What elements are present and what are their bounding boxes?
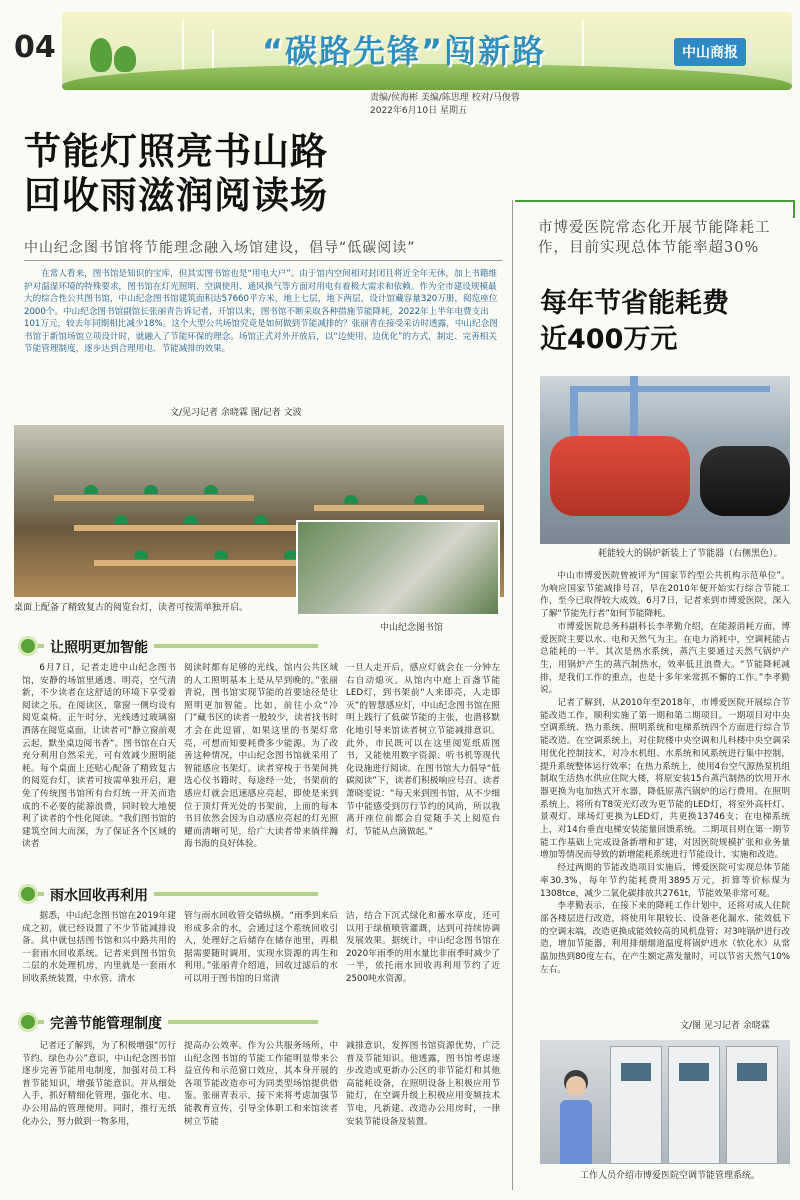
- column-divider: [512, 200, 513, 1190]
- boiler-photo: [540, 376, 790, 544]
- photo-caption: 桌面上配备了精致复古的阅览台灯，读者可按需单独开启。: [14, 603, 249, 613]
- divider: [24, 260, 502, 261]
- section-management-body: 记者还了解到，为了积极增强“厉行节约、绿色办公”意识，中山纪念图书馆逐步完善节能用电制度，加强对员工科普节能知识，增强节能意识。并从细处入手，抓好精细化管理，强化水、电、办公用品的管理使用。同时，推行无纸化办公，努力做到一物多用， 提高办公效率。作为公共服务场所，中山纪念图书馆的节能工作能明显带来公益宣传和示范窗口效应，其本身开展的各项节能改造亦可为同类型场馆提供借鉴。张丽青表示，接下来将考虑加强节能教育宣传，引导全体职工和来馆读者树立节能 减排意识，发挥图书馆资源优势，广泛普及节能知识。他透露，图书馆考虑逐步改造或更新办公区的非节能灯和其他高能耗设备，在照明设备上积极应用节能灯，在空调升级上积极应用变频技术节电，凡新建、改造办公用房时，一律安装节能设备及装置。: [22, 1041, 500, 1127]
- byline: 文/见习记者 余晓霖 图/记者 文波: [170, 408, 302, 418]
- newspaper-logo: 中山商报: [674, 38, 746, 66]
- boiler-caption: 耗能较大的锅炉新装上了节能器（右侧黑色）。: [598, 549, 783, 559]
- energy-saver-icon: [700, 446, 790, 516]
- desk-lamp-icon: [414, 495, 428, 504]
- lead-paragraph: 在常人看来，图书馆是知识的宝库，但其实图书馆也是“用电大户”。由于馆内空间相对封闭且将近全年无休，加上书籍维护对温湿环境的特殊要求，图书馆在灯光照明、空调使用、通风换气等方面对用电有着极大需求和依赖。作为全市建设规模最大的综合性公共图书馆，中山纪念图书馆建筑面积达57660平方米，地上七层，地下两层，设计馆藏容量320万册，阅览座位2000个。中山纪念图书馆副馆长张丽青告诉记者，开馆以来，图书馆不断采取各种措施节能降耗，2022年上半年电费支出101万元，较去年同期相比减少18%。这个大型公共场馆究竟是如何做到节能减排的？张丽青在接受采访时透露，中山纪念图书馆于新馆场馆立项设计时，就融入了节能环保的理念。场馆正式对外开放后，以“边使用、边优化”的方式，制定、完善相关节能管理制度，逐步达到合理用电、节能减排的效果。: [24, 269, 498, 354]
- main-subtitle: 中山纪念图书馆将节能理念融入场馆建设，倡导“低碳阅读”: [24, 240, 416, 256]
- desk-lamp-icon: [114, 515, 128, 524]
- desk-lamp-icon: [184, 515, 198, 524]
- main-headline: 节能灯照亮书山路 回收雨滋润阅读场: [24, 130, 328, 217]
- wind-turbine-icon: [582, 20, 584, 72]
- column-banner: [62, 12, 792, 90]
- aerial-caption: 中山纪念图书馆: [380, 623, 444, 633]
- page-number: 04: [14, 30, 56, 65]
- aerial-library-photo: [296, 520, 500, 616]
- sidebar-body: 中山市博爱医院曾被评为“国家节约型公共机构示范单位”。为响应国家节能减排号召，早在2010年便开始实行综合节能工作，至今已取得较大成效。6月7日，记者来到市博爱医院，深入了解“节能先行者”如何节能降耗。 市博爱医院总务科副科长李孝勤介绍，在能源消耗方面，博爱医院主要以水、电和天然气为主。在电力消耗中，空调耗能占总能耗的一半。其次是热水系统，蒸汽主要通过天然气锅炉产生，用锅炉产生的蒸汽制热水，效率低且浪费大。“节能降耗减排，是我们工作的重点，也是十多年来常抓不懈的工作。”李孝勤说。 记者了解到，从2010年至2018年，市博爱医院开展综合节能改造工作，顺利实施了第一期和第二期项目。一期项目对中央空调系统、热力系统、照明系统和电梯系统四个方面进行综合节能改造。在空调系统上，对住院楼中央空调和儿科楼中央空调采用优化控制技术，对冷水机组、水系统和风系统进行集中控制，提升系统整体运行效率；在热力系统上，使用4台空气源热泵机组制取生活热水供应住院大楼，将原安装15台蒸汽制热的饮用开水器更换为电加热式开水器，降低原蒸汽锅炉的运行费用。在照明系统上，将所有T8荧光灯改为更节能的LED灯，将室外高杆灯、景观灯、球场灯更换为LED灯，共更换13746支；在电梯系统上，对14台垂直电梯安装能量回馈系统。二期项目则在第一期节能工作基础上完成设备新增和扩建，对因医院规模扩张和业务量增加等情况而导致的新增能耗系统进行节能设计、实施和改造。 经过两期的节能改造项目实施后，博爱医院可实现总体节能率30.3%，每年节约能耗费用3895万元，折算等价标煤为1308tce，减少二氧化碳排放共2761t，节能效果非常可观。 李孝勤表示，在接下来的降耗工作计划中，还将对成人住院部各楼层进行改造，将使用年限较长、设备老化漏水、能效低下的空调末端，改造更换成能效较高的风机盘管；对3吨锅炉进行改造，增加节能器，利用排烟烟道温度将锅炉进水（软化水）从常温加热到80度左右，在产生额定蒸发量时，可以节省天然气10%左右。: [540, 571, 790, 975]
- desk-lamp-icon: [144, 485, 158, 494]
- tree-icon: [90, 38, 112, 72]
- section-rainwater-body: 据悉，中山纪念图书馆在2019年建成之初，就已经设置了不少节能减排设备。其中就包括图书馆和兴中路共用的一套雨水回收系统。记者来到图书馆负二层的水处理机房，内里就是一套雨水回收系统装置，中水管、清水 管与雨水回收管交错纵横。“雨季到来后形成多余的水，会通过这个系统回收引入，处理好之后储存在储存池里，再根据需要随时调用，实现水资源的再生和利用。”张丽青介绍道，回收过滤后的水可以用于图书馆的日常清 洁，结合下沉式绿化和蓄水草皮，还可以用于绿植喷管灌溉，达到可持续协调发展效果。据统计，中山纪念图书馆在2020年雨季的用水量比非雨季时减少了一半，依托雨水回收再利用节约了近2500吨水资源。: [22, 911, 500, 984]
- boiler-icon: [550, 436, 690, 516]
- sidebar-headline: 每年节省能耗费 近400万元: [540, 288, 729, 355]
- section-heading-lighting: 让照明更加智能: [18, 636, 318, 656]
- section-heading-rainwater: 雨水回收再利用: [18, 884, 318, 904]
- desk-lamp-icon: [344, 495, 358, 504]
- tree-icon: [114, 46, 136, 72]
- sidebar-subtitle: 市博爱医院常态化开展节能降耗工作，目前实现总体节能率超30%: [538, 220, 771, 256]
- bullet-icon: [18, 884, 38, 904]
- desk-lamp-icon: [134, 550, 148, 559]
- desk-lamp-icon: [214, 550, 228, 559]
- desk-lamp-icon: [204, 485, 218, 494]
- desk-lamp-icon: [254, 515, 268, 524]
- control-room-caption: 工作人员介绍市博爱医院空调节能管理系统。: [580, 1171, 761, 1181]
- section-heading-management: 完善节能管理制度: [18, 1012, 318, 1032]
- bullet-icon: [18, 636, 38, 656]
- desk-lamp-icon: [84, 485, 98, 494]
- editor-credits: 责编/侯海彬 美编/陈思理 校对/马俊蓉 2022年6月10日 星期五: [370, 93, 520, 116]
- sidebar-bracket: [515, 200, 795, 218]
- worker-figure: [552, 1060, 600, 1164]
- section-lighting-body: 6月7日，记者走进中山纪念图书馆，安静的场馆里通透、明亮，空气清新，不少读者在这舒适的环境下享受着阅读之乐。在阅读区，靠窗一侧均设有阅览桌椅。正午时分，光线透过玻璃窗洒落在阅览桌面，让读者可“静立窗前观云起，默坐桌边阅书香”。图书馆在白天充分利用自然采光，可有效减少照明能耗。每个桌面上还贴心配备了精致复古的阅览台灯，读者可按需单独开启，避免了传统图书馆所有台灯统一开关而造成的不必要的能源浪费，同时较大地便利了读者的个性化阅读。“我们图书馆的建筑空间大而深，为了保证各个区域的读者 阅读时都有足够的光线，馆内公共区域的人工照明基本上是从早到晚的。”张丽青说，图书馆实现节能的首要途径是让照明更加智能。比如，前往小众“冷门”藏书区的读者一般较少，读者找书时才会在此逗留，如果这里的书架灯常亮，可想而知要耗费多少能源。为了改善这种情况，中山纪念图书馆就采用了智能感应书架灯。读者穿梭于书架间挑选心仪书籍时，每途经一处，书架前的感应灯就会迅速感应亮起，即使是来到位于顶灯背光处的书架前，上面的每本书目依然会因为自动感应亮起的灯光照耀而清晰可见，给广大读者带来徜徉瀚海书海的良好体验。 一旦人走开后，感应灯就会在一分钟左右自动熄灭。从馆内中庭上百盏节能LED灯，到书架前“人来即亮，人走即灭”的智慧感应灯，中山纪念图书馆在照明上践行了低碳节能的主张，也潜移默化地引导来馆读者树立节能减排意识。此外，市民既可以在这里阅览纸质图书，又能使用数字资源、听书机等现代化设施进行阅读。在图书馆大力倡导“低碳阅读”下，读者们积极响应号召。读者萧晓雯说：“每天来到图书馆，从不少细节中能感受到厉行节约的风尚，所以我离开座位前都会自觉随手关上阅览台灯，节能从点滴做起。”: [22, 663, 500, 850]
- column-title: “碳路先锋”闯新路: [262, 32, 547, 70]
- control-room-photo: [540, 1040, 790, 1164]
- sidebar-byline: 文/图 见习记者 余晓霖: [680, 1021, 770, 1031]
- wind-turbine-icon: [182, 20, 184, 72]
- bullet-icon: [18, 1012, 38, 1032]
- wind-turbine-icon: [212, 30, 214, 72]
